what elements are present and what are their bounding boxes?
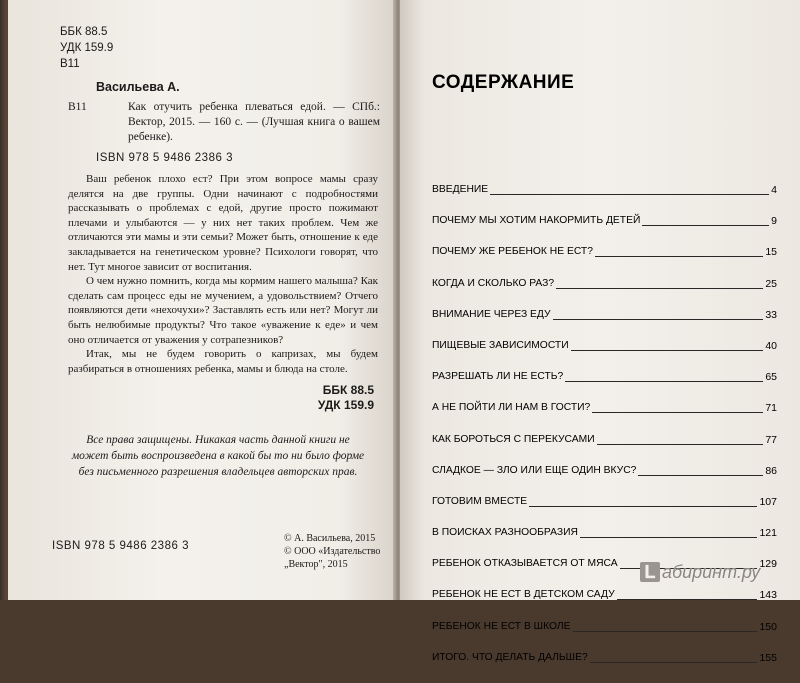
toc-leader-line — [529, 496, 757, 507]
toc-entry-page: 121 — [759, 527, 777, 540]
toc-entry-page: 15 — [765, 246, 777, 259]
toc-entry — [432, 589, 777, 620]
toc-leader-line — [617, 589, 758, 600]
toc-title: СОДЕРЖАНИЕ — [432, 72, 575, 93]
udk-code-bottom: УДК 159.9 — [317, 398, 374, 412]
bbk-code-bottom: ББК 88.5 — [322, 383, 374, 397]
toc-entry — [432, 434, 777, 465]
toc-entry — [432, 652, 777, 683]
toc-entry-page: 155 — [759, 651, 777, 664]
copyright-line: © А. Васильева, 2015 — [284, 533, 376, 544]
toc-entry — [432, 621, 777, 652]
toc-leader-line — [638, 465, 763, 476]
copyright-line: „Вектор", 2015 — [284, 559, 348, 570]
author-name: Васильева А. — [96, 80, 180, 94]
classification-codes-bottom — [308, 383, 374, 413]
toc-entry-page: 143 — [759, 589, 777, 602]
isbn-bottom: ISBN 978 5 9486 2386 3 — [52, 540, 189, 552]
toc-entry-label: ПОЧЕМУ ЖЕ РЕБЕНОК НЕ ЕСТ? — [432, 246, 593, 258]
toc-entry-label: КОГДА И СКОЛЬКО РАЗ? — [432, 277, 555, 289]
toc-entry-label: РЕБЕНОК НЕ ЕСТ В ШКОЛЕ — [432, 620, 571, 632]
toc-entry — [432, 215, 777, 246]
rights-notice: Все права защищены. Никакая часть данной книги не может быть воспроизведена в какой бы то ни было форме без письменного разрешения владельцев авторских прав. — [71, 434, 365, 478]
bib-text: Как отучить ребенка плеваться едой. — СПб.: Вектор, 2015. — 160 с. — (Лучшая книга о вашем ребенке). — [128, 101, 380, 143]
toc-entry-label: ПИЩЕВЫЕ ЗАВИСИМОСТИ — [432, 339, 569, 351]
bib-code: В11 — [68, 101, 87, 113]
toc-entry — [432, 278, 777, 309]
toc-entry-label: РАЗРЕШАТЬ ЛИ НЕ ЕСТЬ? — [432, 371, 564, 383]
toc-entry-page: 107 — [759, 495, 777, 508]
toc-entry-page: 40 — [765, 339, 777, 352]
toc-leader-line — [553, 309, 764, 320]
watermark-logo — [640, 562, 760, 583]
watermark-text: абиринт.ру — [662, 562, 761, 582]
bibliographic-entry — [68, 100, 380, 145]
toc-leader-line — [556, 278, 763, 289]
toc-entry — [432, 527, 777, 558]
bbk-code: ББК 88.5 — [60, 26, 108, 38]
toc-leader-line — [642, 215, 769, 226]
copyright-block — [284, 532, 380, 571]
toc-leader-line — [573, 621, 758, 632]
toc-entry — [432, 371, 777, 402]
toc-entry — [432, 496, 777, 527]
toc-leader-line — [592, 402, 763, 413]
toc-entry — [432, 465, 777, 496]
toc-entry-page: 86 — [765, 464, 777, 477]
toc-leader-line — [490, 184, 769, 195]
abstract-paragraph: Итак, мы не будем говорить о капризах, мы будем разбираться в отношениях ребенка, мамы и блюда на столе. — [68, 348, 378, 375]
toc-entry-label: РЕБЕНОК ОТКАЗЫВАЕТСЯ ОТ МЯСА — [432, 558, 618, 570]
toc-entry-page: 77 — [765, 433, 777, 446]
toc-entry-page: 129 — [759, 558, 777, 571]
classification-codes — [60, 24, 113, 72]
toc-entry-page: 25 — [765, 277, 777, 290]
toc-entry-label: РЕБЕНОК НЕ ЕСТ В ДЕТСКОМ САДУ — [432, 589, 615, 601]
toc-leader-line — [580, 527, 758, 538]
toc-entry-page: 9 — [771, 215, 777, 228]
toc-entry-page: 65 — [765, 371, 777, 384]
toc-entry — [432, 184, 777, 215]
toc-leader-line — [571, 340, 764, 351]
toc-entry-label: ПОЧЕМУ МЫ ХОТИМ НАКОРМИТЬ ДЕТЕЙ — [432, 215, 641, 227]
toc-leader-line — [597, 434, 764, 445]
toc-entry-page: 33 — [765, 308, 777, 321]
toc-entry-label: А НЕ ПОЙТИ ЛИ НАМ В ГОСТИ? — [432, 402, 591, 414]
toc-entry-page: 150 — [759, 620, 777, 633]
abstract-paragraph: Ваш ребенок плохо ест? При этом вопросе мамы сразу делятся на две группы. Одни начинают с подробностями рассказывать о проблемах с едой, другие просто пожимают плечами и улыбаются — у них нет таких проблем. Чем же отличаются эти мамы и эти семьи? Может быть, отношение к еде закладывается на генетическом уровне? Психологи говорят, что нет. Тут многое зависит от воспитания. — [68, 173, 378, 273]
toc-entry-label: КАК БОРОТЬСЯ С ПЕРЕКУСАМИ — [432, 433, 595, 445]
toc-entry-label: ИТОГО. ЧТО ДЕЛАТЬ ДАЛЬШЕ? — [432, 651, 588, 663]
udk-code: УДК 159.9 — [60, 42, 114, 54]
abstract — [68, 172, 378, 376]
toc-leader-line — [565, 371, 763, 382]
author-code: В11 — [60, 58, 80, 70]
toc-entry — [432, 402, 777, 433]
toc-leader-line — [595, 246, 763, 257]
toc-entry — [432, 340, 777, 371]
toc-entry-label: В ПОИСКАХ РАЗНООБРАЗИЯ — [432, 527, 578, 539]
isbn-top: ISBN 978 5 9486 2386 3 — [96, 152, 233, 164]
copyright-line: © ООО «Издательство — [284, 546, 381, 557]
toc-leader-line — [590, 652, 758, 663]
toc-entry-label: ВНИМАНИЕ ЧЕРЕЗ ЕДУ — [432, 308, 551, 320]
toc-entry-page: 71 — [765, 402, 777, 415]
table-of-contents — [432, 184, 777, 683]
toc-entry-page: 4 — [771, 184, 777, 196]
toc-entry-label: СЛАДКОЕ — ЗЛО ИЛИ ЕЩЕ ОДИН ВКУС? — [432, 464, 637, 476]
left-page — [8, 0, 396, 600]
toc-entry-label: ВВЕДЕНИЕ — [432, 184, 489, 195]
toc-entry — [432, 246, 777, 277]
watermark-mark: L — [640, 562, 660, 582]
abstract-paragraph: О чем нужно помнить, когда мы кормим нашего малыша? Как сделать сам процесс еды не мучением, а удовольствием? Отчего появляются дети «нехочухи»? Заставлять есть или нет? Могут ли быть нелюбимые продукты? Что такое «уважение к еде» и чем оно отличается от уважения у сотрапезников? — [68, 275, 378, 346]
toc-entry-label: ГОТОВИМ ВМЕСТЕ — [432, 495, 528, 507]
toc-entry — [432, 309, 777, 340]
